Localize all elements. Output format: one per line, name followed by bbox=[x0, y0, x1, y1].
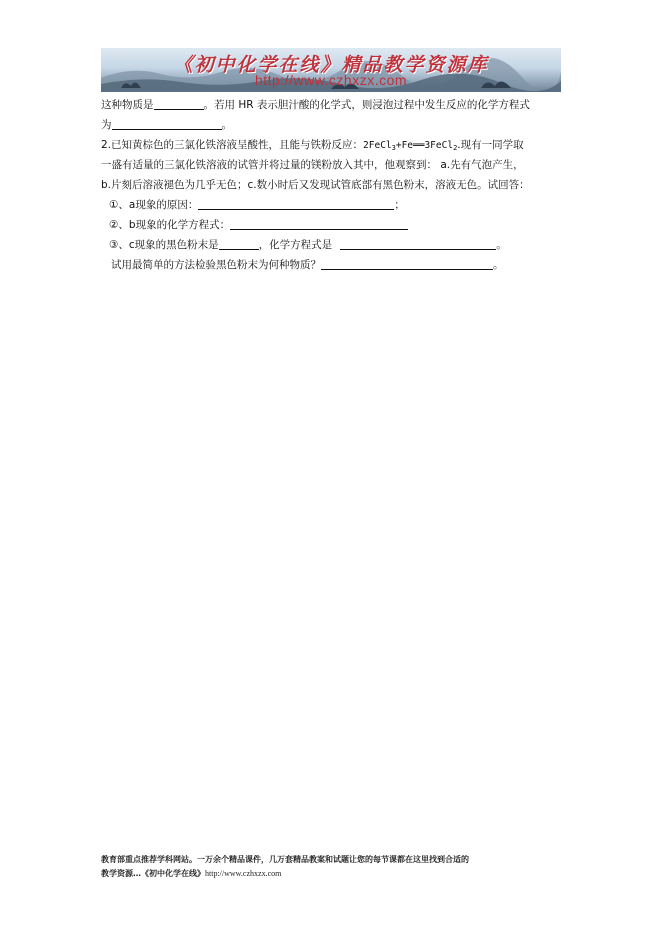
text-line bbox=[101, 95, 563, 115]
sub-question-4 bbox=[101, 255, 563, 275]
footer-line bbox=[101, 867, 563, 881]
text-fragment: 。若用 HR 表示胆汁酸的化学式，则浸泡过程中发生反应的化学方程式 bbox=[203, 99, 530, 111]
text-fragment: 这种物质是 bbox=[101, 99, 154, 111]
text-line bbox=[101, 115, 563, 135]
chemical-equation bbox=[363, 140, 457, 151]
text-fragment: .现有一同学取 bbox=[457, 139, 524, 151]
text-fragment: ； bbox=[394, 199, 405, 211]
equation-part: 2FeCl bbox=[363, 140, 392, 151]
text-fragment: 为 bbox=[101, 119, 112, 131]
sub-question-3 bbox=[101, 235, 563, 255]
footer-url-link[interactable]: http://www.czhxzx.com bbox=[205, 869, 282, 878]
text-fragment: 2.已知黄棕色的三氯化铁溶液呈酸性，且能与铁粉反应： bbox=[101, 139, 364, 151]
banner-url[interactable]: http://www.czhxzx.com bbox=[254, 72, 408, 88]
answer-blank bbox=[340, 237, 496, 250]
question-2-line bbox=[101, 135, 563, 155]
text-fragment: b.片刻后溶液褪色为几乎无色；c.数小时后又发现试管底部有黑色粉末，溶液无色。试回答： bbox=[101, 179, 530, 191]
answer-blank bbox=[230, 217, 408, 230]
text-fragment: ①、a现象的原因： bbox=[109, 199, 199, 211]
text-fragment: 。 bbox=[221, 119, 232, 131]
answer-blank bbox=[154, 97, 204, 110]
footer-text: 教学资源…《初中化学在线》 bbox=[101, 869, 205, 878]
sub-question-2 bbox=[101, 215, 563, 235]
subscript: 2 bbox=[453, 144, 458, 152]
answer-blank bbox=[198, 197, 394, 210]
text-fragment: 。 bbox=[493, 259, 504, 271]
answer-blank bbox=[219, 237, 259, 250]
text-fragment: ②、b现象的化学方程式： bbox=[109, 219, 231, 231]
answer-blank bbox=[321, 257, 493, 270]
page-footer bbox=[101, 853, 563, 881]
subscript: 3 bbox=[391, 144, 396, 152]
text-line bbox=[101, 175, 563, 195]
sub-question-1 bbox=[101, 195, 563, 215]
text-fragment: 试用最简单的方法检验黑色粉末为何种物质？ bbox=[111, 259, 321, 271]
document-body bbox=[101, 95, 563, 275]
text-line bbox=[101, 155, 563, 175]
text-fragment: ，化学方程式是 bbox=[258, 239, 333, 251]
answer-blank bbox=[112, 117, 222, 130]
banner-title: 《初中化学在线》精品教学资源库 bbox=[173, 54, 489, 76]
text-fragment: ③、c现象的黑色粉末是 bbox=[109, 239, 219, 251]
text-fragment: 。 bbox=[496, 239, 507, 251]
text-fragment: 一盛有适量的三氯化铁溶液的试管并将过量的镁粉放入其中，他观察到： a.先有气泡产生， bbox=[101, 159, 524, 171]
footer-line: 教育部重点推荐学科网站。一万余个精品课件，几万套精品教案和试题让您的每节课都在这里找到合适的 bbox=[101, 855, 469, 864]
header-banner bbox=[101, 48, 561, 92]
equation-part: +Fe══3FeCl bbox=[395, 140, 454, 151]
